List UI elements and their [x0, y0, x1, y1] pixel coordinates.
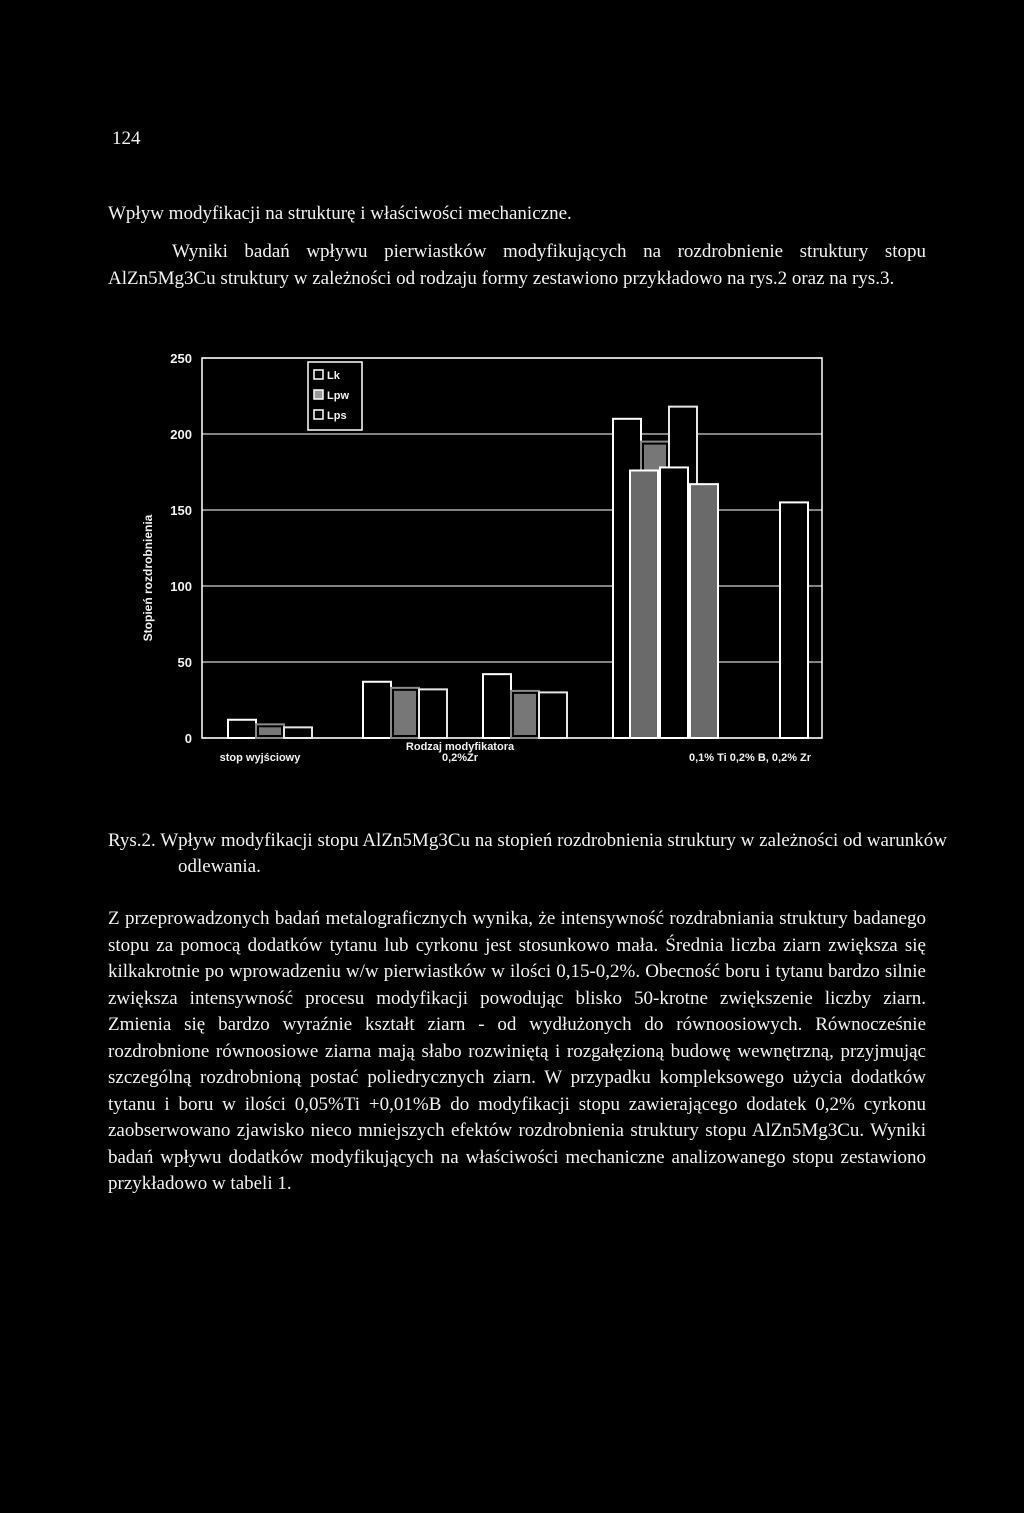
bar-fill: [259, 727, 281, 735]
y-tick-label: 250: [170, 351, 192, 366]
y-tick-label: 50: [177, 655, 192, 670]
y-axis-label: Stopień rozdrobnienia: [141, 514, 155, 642]
bar: [228, 720, 256, 738]
x-category-label: stop wyjściowy: [219, 752, 301, 764]
intro-paragraph: Wyniki badań wpływu pierwiastków modyfikujących na rozdrobnienie struktury stopu AlZn5Mg3Cu struktury w zależności od rodzaju formy zestawiono przykładowo na rys.2 oraz na rys.3.: [108, 241, 926, 289]
bar: [660, 467, 688, 738]
y-tick-label: 0: [184, 731, 192, 746]
bar: [419, 689, 447, 738]
legend-swatch: [314, 390, 323, 399]
bar: [363, 682, 391, 738]
figure-caption: Rys.2. Wpływ modyfikacji stopu AlZn5Mg3Cu na stopień rozdrobnienia struktury w zależności od warunków odlewania.: [108, 830, 947, 877]
y-tick-label: 100: [170, 579, 192, 594]
bar: [690, 484, 718, 738]
legend-swatch: [314, 370, 323, 379]
x-axis-label: Rodzaj modyfikatora: [405, 741, 515, 753]
bar: [284, 727, 312, 738]
y-tick-label: 200: [170, 427, 192, 442]
page-number: 124: [112, 128, 141, 149]
bar-fill: [394, 691, 416, 735]
body-paragraph: Z przeprowadzonych badań metalograficznych wynika, że intensywność rozdrabniania struktury badanego stopu za pomocą dodatków tytanu lub cyrkonu jest stosunkowo mała. Średnia liczba ziarn zwiększa się kilkakrotnie po wprowadzeniu w/w pierwiastków w ilości 0,15-0,2%. Obecność boru i tytanu bardzo silnie zwiększa intensywność procesu modyfikacji powodując blisko 50-krotne zwiększenie liczby ziarn. Zmienia się bardzo wyraźnie kształt ziarn - od wydłużonych do równoosiowych. Równocześnie rozdrobnione równoosiowe ziarna mają słabo rozwiniętą i rozgałęzioną budowę wewnętrzną, przyjmując szczególną rozdrobnioną postać poliedrycznych ziarn. W przypadku kompleksowego użycia dodatków tytanu i boru w ilości 0,05%Ti +0,01%B do modyfikacji stopu zawierającego dodatek 0,2% cyrkonu zaobserwowano zjawisko nieco mniejszych efektów rozdrobnienia struktury stopu AlZn5Mg3Cu. Wyniki badań wpływu dodatków modyfikujących na właściwości mechaniczne analizowanego stopu zestawiono przykładowo w tabeli 1.: [108, 908, 926, 1194]
legend-label: Lps: [327, 410, 347, 422]
bar: [630, 470, 658, 738]
y-tick-label: 150: [170, 503, 192, 518]
bar: [539, 692, 567, 738]
x-category-label: 0,2%Zr: [441, 752, 479, 764]
bar-fill: [514, 694, 536, 735]
legend-label: Lpw: [327, 390, 349, 402]
legend-swatch: [314, 410, 323, 419]
grain-refinement-chart: [130, 348, 850, 778]
section-title: Wpływ modyfikacji na strukturę i właściwości mechaniczne.: [108, 203, 572, 224]
bar: [483, 674, 511, 738]
legend-label: Lk: [327, 370, 340, 382]
x-category-label: 0,1% Ti 0,2% B, 0,2% Zr: [688, 752, 812, 764]
bar: [780, 502, 808, 738]
